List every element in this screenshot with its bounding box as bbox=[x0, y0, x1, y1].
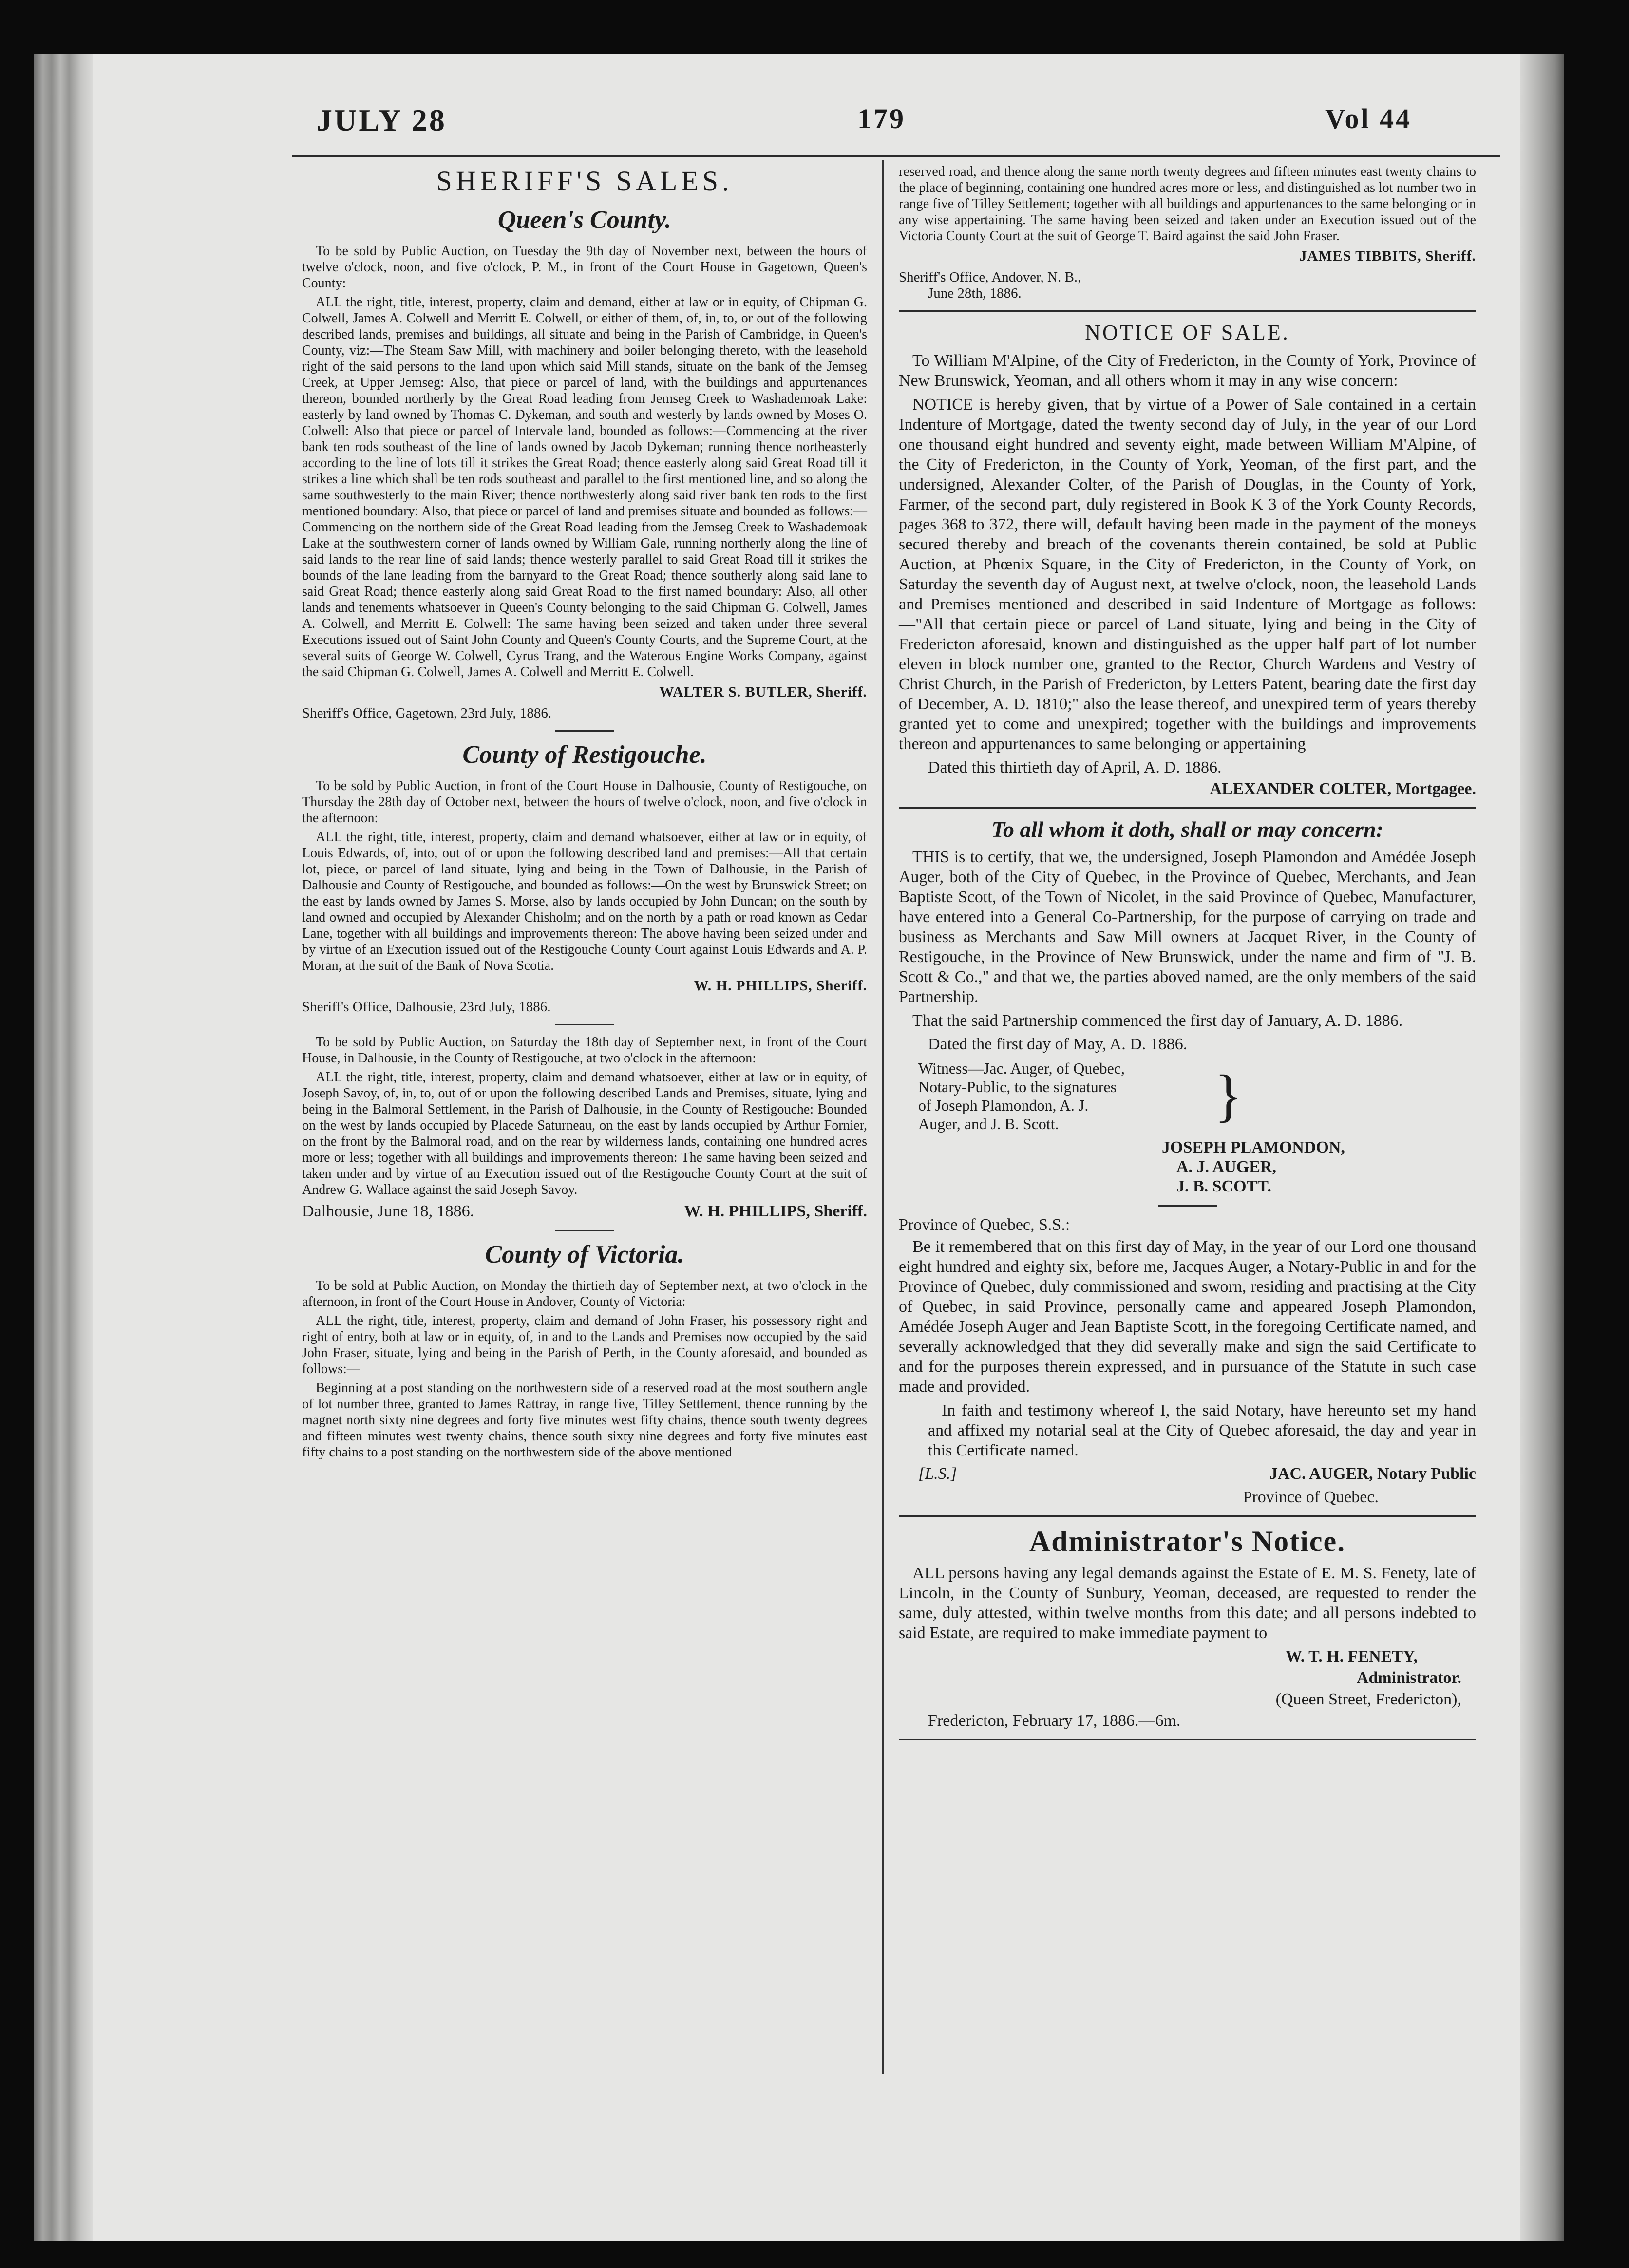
witness-lines bbox=[899, 1059, 1211, 1133]
queens-office: Sheriff's Office, Gagetown, 23rd July, 1886. bbox=[302, 705, 552, 721]
partnership-commenced: That the said Partnership commenced the first day of January, A. D. 1886. bbox=[912, 1012, 1403, 1030]
notary-block bbox=[899, 1464, 1476, 1484]
divider bbox=[555, 730, 614, 732]
brace-glyph: } bbox=[1214, 1063, 1243, 1128]
section-rule bbox=[899, 1515, 1476, 1517]
witness-block bbox=[899, 1059, 1476, 1133]
book-spine bbox=[34, 54, 93, 2241]
restigouche-sale1-intro: To be sold by Public Auction, in front of the Court House in Dalhousie, County of Restigouche, on Thursday the 28th day of October next, between the hours of twelve o'clock, noon, and five o'clock in the afternoon: bbox=[302, 778, 867, 826]
queens-body: ALL the right, title, interest, property, claim and demand, either at law or in equity, of Chipman G. Colwell, James A. Colwell and Merritt E. Colwell, or either of them, of, in, to, or out of the following described lands, premises and buildings, all situate and being in the Parish of Cambridge, in Queen's County, viz:—The Steam Saw Mill, with machinery and boiler belonging thereto, with the leasehold right of the said persons to the land upon which said Mill stands, situate on the bank of the Jemseg Creek, at Upper Jemseg: Also, that piece or parcel of land, with the buildings and appurtenances thereon, bounded northerly by the Great Road leading from Jemseg Creek to Washademoak Lake: easterly by land owned by Thomas C. Dykeman, and south and westerly by lands owned by Moses O. Colwell: Also that piece or parcel of Intervale land, bounded as follows:—Commencing at the river bank ten rods southeast of the line of lands owned by Jacob Dykeman; running thence northeasterly according to the line of lots till it strikes the Great Road; thence easterly along said Great Road till it strikes a line which shall be ten rods southeast and parallel to the first mentioned line, and so along the same southwesterly to the main River; thence northwesterly along said river bank ten rods to the first mentioned boundary: Also, that piece or parcel of land and premises situate and bounded as follows:—Commencing on the northern side of the Great Road leading from the Jemseg Creek to Washademoak Lake at the southwestern corner of lands owned by William Gale, running northerly along the line of said lands to the rear line of said lands; thence westerly parallel to said Great Road till it strikes the bounds of the lane leading from the barnyard to the Great Road; thence southerly along said lane to said Great Road; thence easterly along said Great Road to the first named boundary: Also, all other lands and tenements whatsoever in Queen's County belonging to the said Chipman G. Colwell, James A. Colwell, and Merritt E. Colwell: The same having been seized and taken under three several Executions issued out of Saint John County and Queen's County Courts, and the Supreme Court, at the several suits of George W. Colwell, Cyrus Trang, and the Waterous Engine Works Company, against the said Chipman G. Colwell, James A. Colwell and Merritt E. Colwell. bbox=[302, 295, 867, 680]
certificate-body: Be it remembered that on this first day of May, in the year of our Lord one thousand eight hundred and eighty six, before me, Jacques Auger, a Notary-Public in and for the Province of Quebec, duly commissioned and sworn, residing and practising at the City of Quebec, in said Province, personally came and appeared Joseph Plamondon, Amédée Joseph Auger and Jean Baptiste Scott, in the foregoing Certificate named, and severally acknowledged that they did severally make and sign the said Certificate to and for the purposes therein expressed, and in pursuance of the Statute in such case made and provided. bbox=[899, 1238, 1476, 1396]
victoria-boundary: Beginning at a post standing on the northwestern side of a reserved road at the most southern angle of lot number three, granted to James Rattray, in range five, Tilley Settlement, thence running by the magnet north sixty nine degrees and forty five minutes west fifty chains, thence south twenty degrees and fifteen minutes west twenty chains, thence south sixty nine degrees and forty five minutes east fifty chains to a post standing on the northwestern side of the above mentioned bbox=[302, 1380, 867, 1460]
witness-line: Auger, and J. B. Scott. bbox=[918, 1115, 1059, 1133]
witness-line: of Joseph Plamondon, A. J. bbox=[918, 1096, 1089, 1114]
partnership-signers bbox=[899, 1138, 1476, 1196]
partnership-dated: Dated the first day of May, A. D. 1886. bbox=[928, 1035, 1188, 1053]
victoria-signature: JAMES TIBBITS, Sheriff. bbox=[1299, 248, 1476, 264]
witness-line: Witness—Jac. Auger, of Quebec, bbox=[918, 1059, 1125, 1077]
province-line: Province of Quebec, S.S.: bbox=[899, 1216, 1070, 1234]
victoria-office: Sheriff's Office, Andover, N. B., bbox=[899, 269, 1081, 285]
restigouche-sale1-body: ALL the right, title, interest, property, claim and demand whatsoever, either at law or in equity, of Louis Edwards, of, into, out of or upon the following described land and premises:—All that certain lot, piece, or parcel of land situate, lying and being in the Town of Dalhousie, in the Parish of Dalhousie and County of Restigouche, and bounded as follows:—On the west by Brunswick Street; on the east by lands owned by James S. Morse, also by lands occupied by John Duncan; on the south by land owned and occupied by Alexander Chisholm; and on the north by a path or road known as Cedar Lane, together with all buildings and improvements thereon: The above having been seized under and by virtue of an Execution issued out of the Restigouche County Court against Louis Edwards and A. P. Moran, at the suit of the Bank of Nova Scotia. bbox=[302, 830, 867, 973]
notice-signature: ALEXANDER COLTER, Mortgagee. bbox=[1210, 780, 1476, 798]
partnership-heading: To all whom it doth, shall or may concern: bbox=[991, 817, 1383, 842]
notice-of-sale-title: NOTICE OF SALE. bbox=[1085, 321, 1290, 344]
witness-line: Notary-Public, to the signatures bbox=[918, 1078, 1117, 1096]
testimony-body: In faith and testimony whereof I, the said Notary, have hereunto set my hand and affixed my notarial seal at the City of Quebec aforesaid, the day and year in this Certificate named. bbox=[928, 1401, 1476, 1459]
divider bbox=[555, 1230, 614, 1231]
seal-mark: [L.S.] bbox=[918, 1465, 957, 1483]
restigouche-sale2-footer bbox=[302, 1202, 867, 1221]
notary-province: Province of Quebec. bbox=[1243, 1488, 1379, 1506]
restigouche-sale1-office: Sheriff's Office, Dalhousie, 23rd July, 1886. bbox=[302, 999, 551, 1015]
header-date: JULY 28 bbox=[317, 103, 447, 137]
notice-address: To William M'Alpine, of the City of Fredericton, in the County of York, Province of New Brunswick, Yeoman, and all others whom it may in any wise concern: bbox=[899, 352, 1476, 390]
administrator-address: (Queen Street, Fredericton), bbox=[1275, 1690, 1461, 1708]
section-rule bbox=[899, 807, 1476, 809]
notice-dated: Dated this thirtieth day of April, A. D. 1886. bbox=[928, 758, 1222, 776]
victoria-heading: County of Victoria. bbox=[485, 1241, 684, 1268]
administrator-role: Administrator. bbox=[1356, 1669, 1461, 1687]
divider bbox=[555, 1024, 614, 1025]
column-divider bbox=[882, 160, 884, 2074]
section-rule bbox=[899, 1739, 1476, 1740]
signer: JOSEPH PLAMONDON, bbox=[1162, 1138, 1345, 1156]
right-column bbox=[899, 164, 1476, 1748]
restigouche-sale2-place: Dalhousie, June 18, 1886. bbox=[302, 1202, 474, 1220]
restigouche-sale2-signature: W. H. PHILLIPS, Sheriff. bbox=[684, 1202, 867, 1220]
victoria-body: ALL the right, title, interest, property, claim and demand of John Fraser, his possessory right and right of entry, both at law or in equity, of, in and to the Lands and Premises now occupied by the said John Fraser, situate, lying and being in the Parish of Perth, in the County aforesaid, and bounded as follows:— bbox=[302, 1313, 867, 1377]
left-column bbox=[302, 164, 867, 1463]
queens-county-heading: Queen's County. bbox=[497, 206, 672, 234]
queens-intro: To be sold by Public Auction, on Tuesday the 9th day of November next, between the hours of twelve o'clock, noon, and five o'clock, P. M., in front of the Court House in Gagetown, Queen's County: bbox=[302, 244, 867, 291]
section-rule bbox=[899, 310, 1476, 312]
queens-signature: WALTER S. BUTLER, Sheriff. bbox=[659, 684, 867, 700]
signer: J. B. SCOTT. bbox=[1176, 1177, 1271, 1195]
victoria-continued: reserved road, and thence along the same north twenty degrees and fifteen minutes east twenty chains to the place of beginning, containing one hundred acres more or less, and distinguished as lot number two in range five of Tilley Settlement; together with all buildings and appurtenances to the same belonging or in any wise appertaining. The same having been seized and taken under an Execution issued out of the Victoria County Court at the suit of George T. Baird against the said John Fraser. bbox=[899, 164, 1476, 244]
restigouche-sale2-intro: To be sold by Public Auction, on Saturday the 18th day of September next, in front of the Court House, in Dalhousie, in the County of Restigouche, at two o'clock in the afternoon: bbox=[302, 1035, 867, 1066]
administrator-date: Fredericton, February 17, 1886.—6m. bbox=[928, 1712, 1181, 1730]
restigouche-heading: County of Restigouche. bbox=[462, 741, 707, 769]
administrator-body: ALL persons having any legal demands against the Estate of E. M. S. Fenety, late of Lincoln, in the County of Sunbury, Yeoman, deceased, are requested to render the same, duly attested, within twelve months from this date; and all persons indebted to said Estate, are required to make immediate payment to bbox=[899, 1564, 1476, 1642]
victoria-intro: To be sold at Public Auction, on Monday the thirtieth day of September next, at two o'clock in the afternoon, in front of the Court House in Andover, County of Victoria: bbox=[302, 1278, 867, 1309]
sheriffs-sales-title: SHERIFF'S SALES. bbox=[436, 165, 733, 197]
page-edge bbox=[1520, 54, 1564, 2241]
partnership-body: THIS is to certify, that we, the undersigned, Joseph Plamondon and Amédée Joseph Auger, both of the City of Quebec, in the Province of Quebec, Merchants, and Jean Baptiste Scott, of the Town of Nicolet, in the said Province of Quebec, Manufacturer, have entered into a General Co-Partnership, for the purpose of carrying on trade and business as Merchants and Saw Mill owners at Jacquet River, in the County of Restigouche, in the Province of New Brunswick, under the name and firm of "J. B. Scott & Co.," and that we, the parties aboved named, are the only members of the said Partnership. bbox=[899, 848, 1476, 1006]
notary-name: JAC. AUGER, Notary Public bbox=[1269, 1465, 1476, 1483]
administrator-signer: W. T. H. FENETY, bbox=[1285, 1647, 1418, 1665]
victoria-office-date: June 28th, 1886. bbox=[928, 285, 1022, 301]
divider bbox=[1158, 1205, 1217, 1207]
administrator-heading: Administrator's Notice. bbox=[1029, 1525, 1346, 1557]
signer: A. J. AUGER, bbox=[1176, 1158, 1276, 1176]
header-rule bbox=[292, 155, 1500, 157]
page-number: 179 bbox=[857, 103, 906, 134]
volume-number: Vol 44 bbox=[1325, 103, 1412, 134]
notice-body: NOTICE is hereby given, that by virtue of a Power of Sale contained in a certain Indenture of Mortgage, dated the twenty second day of July, in the year of our Lord one thousand eight hundred and seventy eight, made between William M'Alpine, of the City of Fredericton, in the County of York, Yeoman, of the first part, and the undersigned, Alexander Colter, of the Parish of Douglas, in the County of York, Farmer, of the second part, duly registered in Book K 3 of the York County Records, pages 368 to 372, there will, default having been made in the payment of the moneys secured thereby and breach of the covenants therein contained, be sold at Public Auction, at Phœnix Square, in the City of Fredericton, in the County of York, on Saturday the seventh day of August next, at twelve o'clock, noon, the leasehold Lands and Premises mentioned and described in said Indenture of Mortgage as follows:—"All that certain piece or parcel of Land situate, lying and being in the City of Fredericton aforesaid, known and distinguished as the upper half part of lot number eleven in block number one, granted to the Rector, Church Wardens and Vestry of Christ Church, in the Parish of Fredericton, by Letters Patent, bearing date the first day of December, A. D. 1810;" also the lease thereof, and unexpired term of years thereby granted yet to come and unexpired; together with the buildings and improvements thereon and appurtenances to same belonging or appertaining bbox=[899, 396, 1476, 753]
restigouche-sale1-signature: W. H. PHILLIPS, Sheriff. bbox=[694, 978, 867, 994]
restigouche-sale2-body: ALL the right, title, interest, property, claim and demand whatsoever, either at law or in equity, of Joseph Savoy, of, in, to, out of or upon the following described Lands and Premises, situate, lying and being in the Balmoral Settlement, in the Parish of Dalhousie, in the County of Restigouche: Bounded on the west by lands occupied by Placede Saturneau, on the east by lands occupied by Arthur Fornier, on the front by the Balmoral road, and on the rear by wilderness lands, containing one hundred acres more or less; together with all buildings and improvements thereon: The same having been seized and taken under and by virtue of an Execution issued out of the Restigouche County Court at the suit of Andrew G. Wallace against the said Joseph Savoy. bbox=[302, 1070, 867, 1197]
